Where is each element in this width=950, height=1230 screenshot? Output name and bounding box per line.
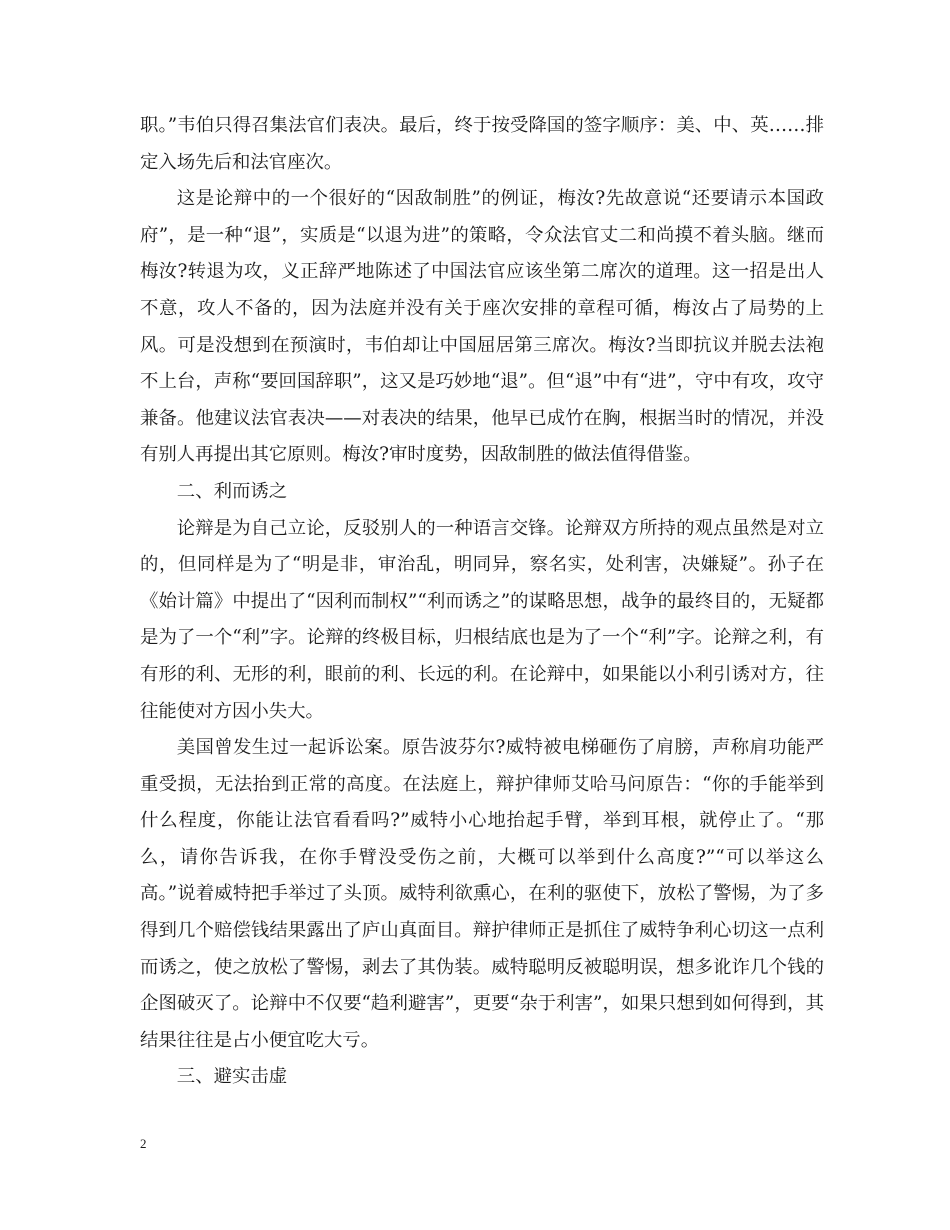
paragraph-lure-theory: 论辩是为自己立论，反驳别人的一种语言交锋。论辩双方所持的观点虽然是对立的，但同样是为了“明是非，审治乱，明同异，察名实，处利害，决嫌疑”。孙子在《始计篇》中提出了“因利而制权”“利而诱之”的谋略思想，战争的最终目的，无疑都是为了一个“利”字。论辩的终极目标，归根结底也是为了一个“利”字。论辩之利，有有形的利、无形的利，眼前的利、长远的利。在论辩中，如果能以小利引诱对方，往往能使对方因小失大。 (140, 517, 824, 722)
document-page (140, 108, 824, 1096)
paragraph-example-analysis: 这是论辩中的一个很好的“因敌制胜”的例证，梅汝?先故意说“还要请示本国政府”，是一种“退”，实质是“以退为进”的策略，令众法官丈二和尚摸不着头脑。继而梅汝?转退为攻，义正辞严地陈述了中国法官应该坐第二席次的道理。这一招是出人不意，攻人不备的，因为法庭并没有关于座次安排的章程可循，梅汝占了局势的上风。可是没想到在预演时，韦伯却让中国屈居第三席次。梅汝?当即抗议并脱去法袍不上台，声称“要回国辞职”，这又是巧妙地“退”。但“退”中有“进”，守中有攻，攻守兼备。他建议法官表决——对表决的结果，他早已成竹在胸，根据当时的情况，并没有别人再提出其它原则。梅汝?审时度势，因敌制胜的做法值得借鉴。 (140, 188, 824, 466)
section-heading-2: 二、利而诱之 (176, 480, 288, 502)
section-heading-3: 三、避实击虚 (176, 1066, 288, 1088)
paragraph-lawsuit-example: 美国曾发生过一起诉讼案。原告波芬尔?威特被电梯砸伤了肩膀，声称肩功能严重受损，无法抬到正常的高度。在法庭上，辩护律师艾哈马问原告：“你的手能举到什么程度，你能让法官看看吗?”威特小心地抬起手臂，举到耳根，就停止了。“那么，请你告诉我，在你手臂没受伤之前，大概可以举到什么高度?”“可以举这么高。”说着威特把手举过了头顶。威特利欲熏心，在利的驱使下，放松了警惕，为了多得到几个赔偿钱结果露出了庐山真面目。辩护律师正是抓住了威特争利心切这一点利而诱之，使之放松了警惕，剥去了其伪装。威特聪明反被聪明误，想多讹诈几个钱的企图破灭了。论辩中不仅要“趋利避害”，更要“杂于利害”，如果只想到如何得到，其结果往往是占小便宜吃大亏。 (140, 737, 824, 1051)
paragraph-continuation: 职。”韦伯只得召集法官们表决。最后，终于按受降国的签字顺序：美、中、英……排定入场先后和法官座次。 (140, 115, 824, 173)
page-number: 2 (140, 1136, 147, 1151)
